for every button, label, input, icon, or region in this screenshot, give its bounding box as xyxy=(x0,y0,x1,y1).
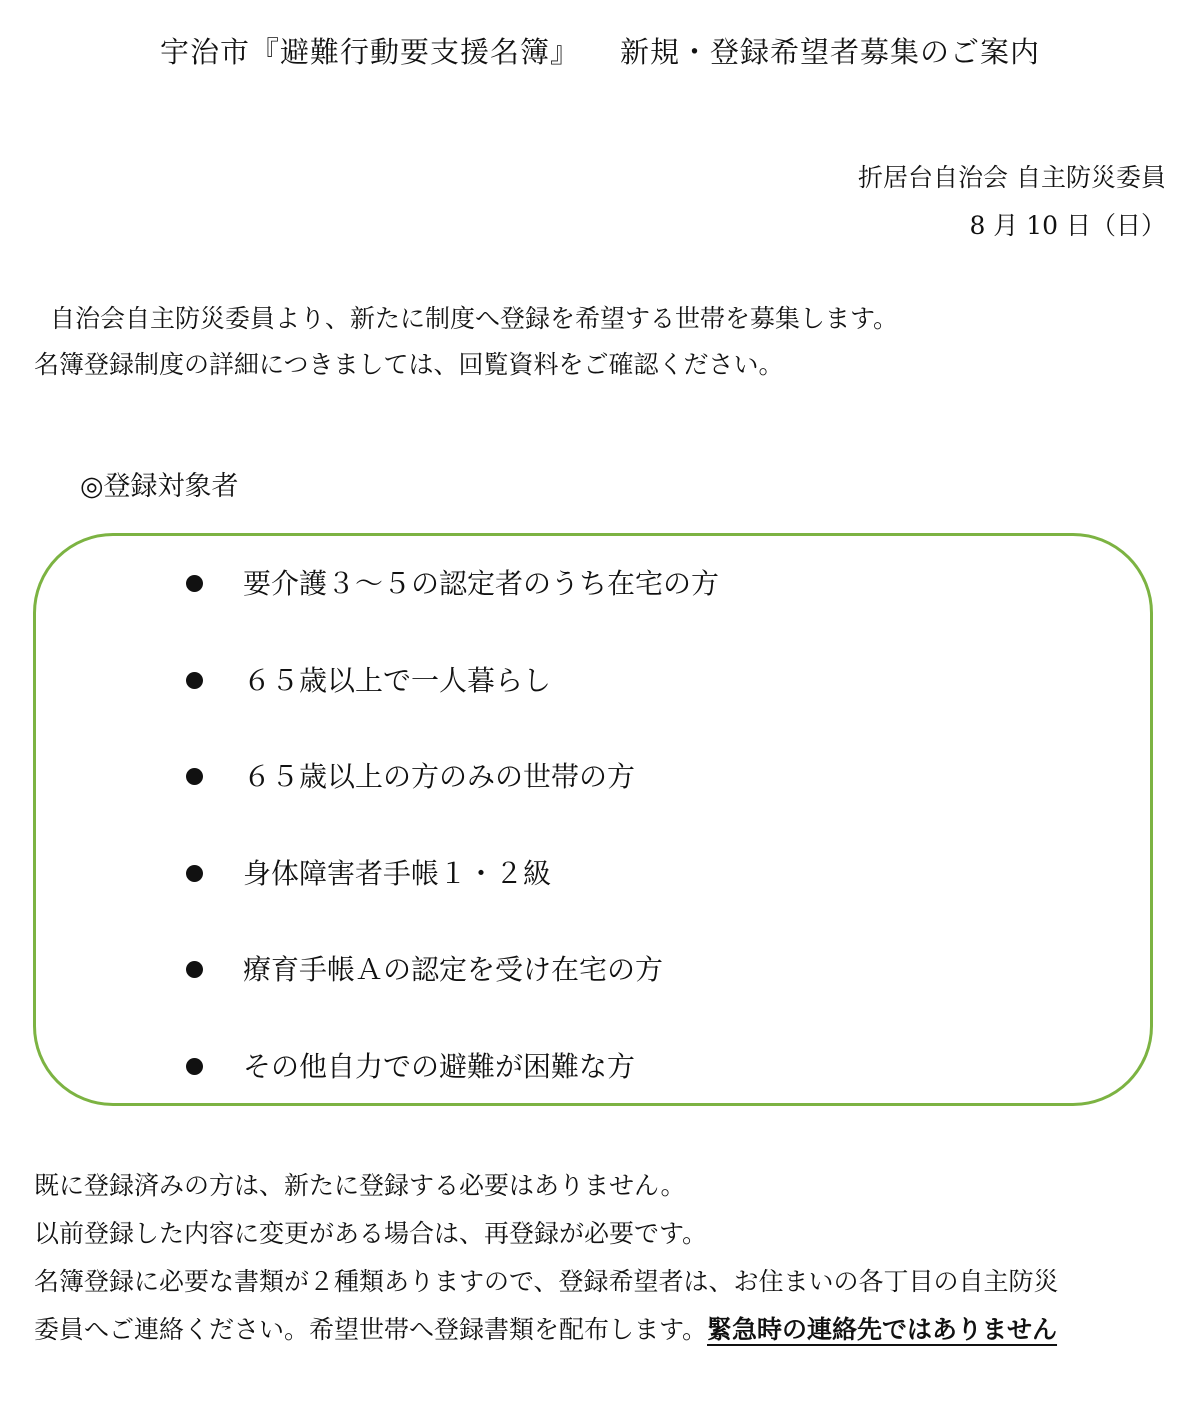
sender-block xyxy=(858,154,1166,250)
target-item xyxy=(186,747,719,844)
note-line-1: 既に登録済みの方は、新たに登録する必要はありません。 xyxy=(34,1171,686,1200)
targets-list xyxy=(186,554,719,1133)
note-line-4-text: 委員へご連絡ください。希望世帯へ登録書類を配布します。 xyxy=(34,1315,708,1344)
note-line-3: 名簿登録に必要な書類が２種類ありますので、登録希望者は、お住まいの各丁目の自主防災 xyxy=(34,1267,1059,1296)
sender-organization: 折居台自治会 自主防災委員 xyxy=(858,163,1166,192)
bullet-icon xyxy=(186,575,203,592)
target-item xyxy=(186,1037,719,1134)
notes-paragraph xyxy=(34,1162,1174,1354)
note-line-2: 以前登録した内容に変更がある場合は、再登録が必要です。 xyxy=(34,1219,708,1248)
emergency-contact-warning: 緊急時の連絡先ではありません xyxy=(707,1315,1058,1344)
intro-line-1: 自治会自主防災委員より、新たに制度へ登録を希望する世帯を募集します。 xyxy=(50,304,899,333)
target-item-label: 要介護３～５の認定者のうち在宅の方 xyxy=(243,567,720,600)
target-item-label: ６５歳以上で一人暮らし xyxy=(243,663,552,697)
bullet-icon xyxy=(186,768,203,785)
intro-paragraph xyxy=(34,296,898,388)
targets-heading: ◎登録対象者 xyxy=(80,471,239,502)
title-part-2: 新規・登録希望者募集のご案内 xyxy=(620,35,1041,69)
target-item xyxy=(186,651,719,748)
notice-date: 8 月 10 日（日） xyxy=(969,211,1166,240)
bullet-icon xyxy=(186,961,203,978)
note-line-4 xyxy=(34,1306,1174,1354)
target-item xyxy=(186,554,719,651)
bullet-icon xyxy=(186,865,203,882)
bullet-icon xyxy=(186,1058,203,1075)
target-item-label: 身体障害者手帳１・２級 xyxy=(243,856,552,890)
title-part-1: 宇治市『避難行動要支援名簿』 xyxy=(159,35,580,69)
intro-line-2: 名簿登録制度の詳細につきましては、回覧資料をご確認ください。 xyxy=(34,350,784,379)
target-item-label: その他自力での避難が困難な方 xyxy=(243,1049,636,1083)
target-item-label: ６５歳以上の方のみの世帯の方 xyxy=(243,760,636,793)
targets-box xyxy=(33,533,1153,1106)
bullet-icon xyxy=(186,672,203,689)
target-item xyxy=(186,844,719,941)
target-item xyxy=(186,940,719,1037)
target-item-label: 療育手帳Ａの認定を受け在宅の方 xyxy=(243,953,664,986)
page-title xyxy=(0,30,1200,71)
